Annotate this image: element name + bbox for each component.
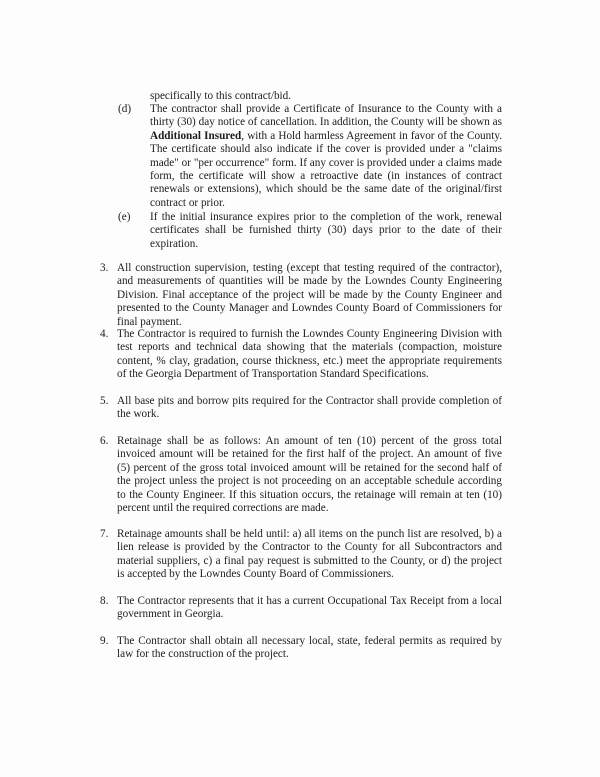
list-item-3	[100, 262, 502, 329]
item-body: All construction supervision, testing (except that testing required of the contractor), and measurements of quantities will be made by the Lowndes County Engineering Division. Final acceptance of the project will be made by the County Engineer and presented to the County Manager and Lowndes County Board of Commissioners for final payment.	[117, 262, 502, 328]
item-number: 8.	[100, 595, 109, 607]
item-body: The Contractor is required to furnish the Lowndes County Engineering Division with test reports and technical data showing that the materials (compaction, moisture content, % clay, gradation, course thickness, etc.) meet the appropriate requirements of the Georgia Department of Transportation Standard Specifications.	[117, 328, 502, 381]
item-body: The Contractor shall obtain all necessary local, state, federal permits as required by law for the construction of the project.	[117, 635, 502, 661]
list-item-6	[100, 435, 502, 515]
subitem-body: If the initial insurance expires prior to the completion of the work, renewal certificates shall be furnished thirty (30) days prior to the date of their expiration.	[150, 211, 502, 250]
item-number: 4.	[100, 328, 109, 340]
item-body: Retainage amounts shall be held until: a) all items on the punch list are resolved, b) a lien release is provided by the Contractor to the County for all Subcontractors and material suppliers, c) a final pay request is submitted to the County, or d) the project is accepted by the Lowndes County Board of Commissioners.	[117, 528, 502, 581]
subitem-body	[150, 103, 502, 210]
subitem-label: (d)	[118, 103, 132, 115]
item-body: The Contractor represents that it has a current Occupational Tax Receipt from a local government in Georgia.	[117, 595, 502, 621]
subitem-label: (e)	[118, 211, 131, 223]
continuation-text: specifically to this contract/bid.	[150, 90, 292, 102]
list-item-8	[100, 595, 502, 622]
item-body: All base pits and borrow pits required for the Contractor shall provide completion of the work.	[117, 395, 502, 421]
subitem-e	[118, 211, 502, 251]
item-body: Retainage shall be as follows: An amount of ten (10) percent of the gross total invoiced amount will be retained for the first half of the project. An amount of five (5) percent of the gross total invoiced amount will be retained for the second half of the project unless the project is not proceeding on an acceptable schedule according to the County Engineer. If this situation occurs, the retainage will remain at ten (10) percent until the required corrections are made.	[117, 435, 502, 515]
subitem-text: , with a Hold harmless Agreement in favor of the County. The certificate should also indicate if the cover is provided under a "claims made" or "per occurrence" form. If any cover is provided under a claims made form, the certificate will show a retroactive date (in instances of contract renewals or extensions), which should be the same date of the original/first contract or prior.	[150, 129, 502, 209]
list-item-5	[100, 395, 502, 422]
item-number: 9.	[100, 635, 109, 647]
subitem-d	[118, 103, 502, 210]
item-number: 3.	[100, 262, 109, 274]
subitem-text: The contractor shall provide a Certificate of Insurance to the County with a thirty (30) day notice of cancellation. In addition, the County will be shown as	[150, 103, 502, 129]
item-number: 6.	[100, 435, 109, 447]
item-number: 7.	[100, 528, 109, 540]
bold-term: Additional Insured	[150, 129, 242, 142]
list-item-4	[100, 328, 502, 382]
list-item-9	[100, 635, 502, 662]
item-number: 5.	[100, 395, 109, 407]
list-item-7	[100, 528, 502, 582]
